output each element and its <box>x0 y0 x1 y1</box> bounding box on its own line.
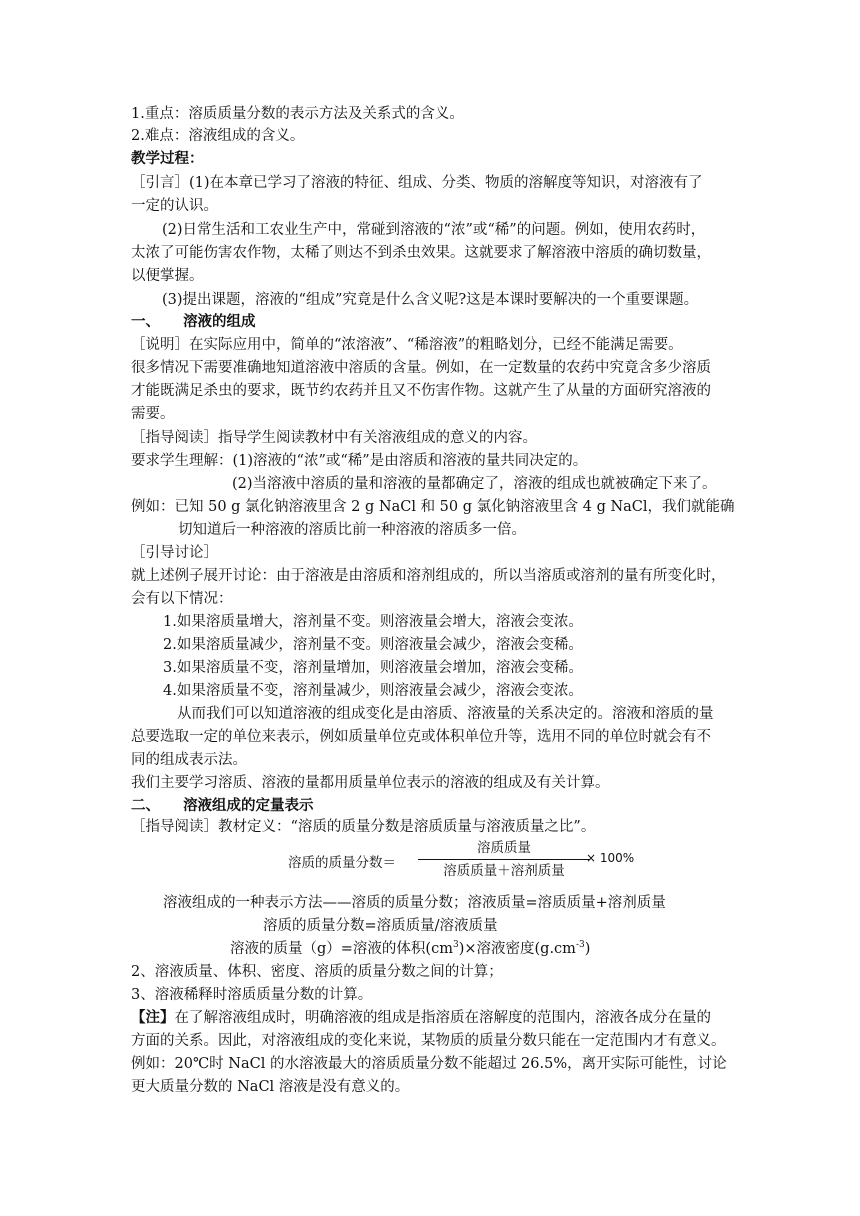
formula-rhs: × 100% <box>586 851 635 865</box>
section1-heading <box>131 311 256 333</box>
difficulty-line: 2.难点：溶液组成的含义。 <box>131 128 305 144</box>
section1-number: 一、 <box>131 313 160 330</box>
note-line-c: 例如：20℃时 NaCl 的水溶液最大的溶质质量分数不能超过 26.5%，离开实际可能性，讨论 <box>131 1056 727 1072</box>
note-line-d: 更大质量分数的 NaCl 溶液是没有意义的。 <box>131 1079 410 1095</box>
solution-mass-line <box>230 938 590 960</box>
conclude-line-b: 总要选取一定的单位来表示，例如质量单位克或体积单位升等，选用不同的单位时就会有不 <box>131 729 711 745</box>
mass-text-b: )×溶液密度(g.cm <box>458 941 576 957</box>
case-item: 2.如果溶质量减少，溶剂量不变。则溶液量会减少，溶液会变稀。 <box>163 637 583 653</box>
conclude-line-d: 我们主要学习溶质、溶液的量都用质量单位表示的溶液的组成及有关计算。 <box>131 775 610 791</box>
mass-text-c: ) <box>584 941 591 957</box>
note-text-a: 在了解溶液组成时，明确溶液的组成是指溶质在溶解度的范围内，溶液各成分在量的 <box>174 1010 711 1026</box>
require-line-2: (2)当溶液中溶质的量和溶液的量都确定了，溶液的组成也就被确定下来了。 <box>232 476 717 492</box>
section2-heading <box>131 795 314 817</box>
note-line-a <box>131 1007 711 1029</box>
explain-line-b: 很多情况下需要准确地知道溶液中溶质的含量。例如，在一定数量的农药中究竟含多少溶质 <box>131 360 711 376</box>
fraction-def-line: 溶质的质量分数=溶质质量/溶液质量 <box>263 918 498 934</box>
lead3-line: (3)提出课题，溶液的“组成”究竟是什么含义呢?这是本课时要解决的一个重要课题。 <box>162 292 699 308</box>
lead2-line-a: (2)日常生活和工农业生产中，常碰到溶液的“浓”或“稀”的问题。例如，使用农药时， <box>162 222 706 238</box>
discuss-line-b: 会有以下情况： <box>131 591 233 607</box>
mass-fraction-formula <box>288 838 635 882</box>
explain-line-c: 才能既满足杀虫的要求，既节约农药并且又不伤害作物。这就产生了从量的方面研究溶液的 <box>131 383 711 399</box>
note-label: 【注】 <box>131 1009 175 1026</box>
note-line-b: 方面的关系。因此，对溶液组成的变化来说，某物质的质量分数只能在一定范围内才有意义。 <box>131 1033 726 1049</box>
lead2-line-b: 太浓了可能伤害农作物，太稀了则达不到杀虫效果。这就要求了解溶液中溶质的确切数量， <box>131 245 711 261</box>
mass-sup-1: 3 <box>452 940 459 951</box>
example-line-a: 例如：已知 50 g 氯化钠溶液里含 2 g NaCl 和 50 g 氯化钠溶液里含 4 g NaCl，我们就能确 <box>131 499 735 515</box>
conclude-line-c: 同的组成表示法。 <box>131 752 247 768</box>
case-item: 4.如果溶质量不变，溶剂量减少，则溶液量会减少，溶液会变浓。 <box>163 683 583 699</box>
discuss-line-a: 就上述例子展开讨论：由于溶液是由溶质和溶剂组成的，所以当溶质或溶剂的量有所变化时， <box>131 568 726 584</box>
fraction-bar <box>418 859 590 860</box>
calc-line-3: 3、溶液稀释时溶质质量分数的计算。 <box>131 987 373 1003</box>
discuss-heading: ［引导讨论］ <box>131 545 218 561</box>
formula-lhs: 溶质的质量分数＝ <box>288 855 396 871</box>
focus-line: 1.重点：溶质质量分数的表示方法及关系式的含义。 <box>131 106 464 122</box>
guide-def-line: ［指导阅读］教材定义：“溶质的质量分数是溶质质量与溶液质量之比”。 <box>131 819 596 835</box>
formula-numerator: 溶质质量 <box>477 840 531 856</box>
guide-read-line: ［指导阅读］指导学生阅读教材中有关溶液组成的意义的内容。 <box>131 430 537 446</box>
lead1-line-a: ［引言］(1)在本章已学习了溶液的特征、组成、分类、物质的溶解度等知识，对溶液有了 <box>131 175 703 191</box>
section2-title: 溶液组成的定量表示 <box>183 797 314 814</box>
example-line-b: 切知道后一种溶液的溶质比前一种溶液的溶质多一倍。 <box>178 522 526 538</box>
formula-fraction <box>414 838 594 881</box>
explain-line-a: ［说明］在实际应用中，简单的“浓溶液”、“稀溶液”的粗略划分，已经不能满足需要。 <box>131 337 683 353</box>
case-item: 3.如果溶质量不变，溶剂量增加，则溶液量会增加，溶液会变稀。 <box>163 660 583 676</box>
lead1-line-b: 一定的认识。 <box>131 198 218 214</box>
explain-line-d: 需要。 <box>131 406 175 422</box>
conclude-line-a: 从而我们可以知道溶液的组成变化是由溶质、溶液量的关系决定的。溶液和溶质的量 <box>177 706 714 722</box>
require-line-1: 要求学生理解：(1)溶液的“浓”或“稀”是由溶质和溶液的量共同决定的。 <box>131 453 588 469</box>
calc-line-2: 2、溶液质量、体积、密度、溶质的质量分数之间的计算； <box>131 964 503 980</box>
lead2-line-c: 以便掌握。 <box>131 268 204 284</box>
method-line: 溶液组成的一种表示方法——溶质的质量分数；溶液质量=溶质质量+溶剂质量 <box>163 895 666 911</box>
section1-title: 溶液的组成 <box>183 313 256 330</box>
formula-denominator: 溶质质量＋溶剂质量 <box>443 863 565 879</box>
mass-sup-2: -3 <box>575 940 585 951</box>
process-heading: 教学过程： <box>131 150 204 167</box>
case-item: 1.如果溶质量增大，溶剂量不变。则溶液量会增大，溶液会变浓。 <box>163 614 583 630</box>
section2-number: 二、 <box>131 797 160 814</box>
mass-text-a: 溶液的质量（g）=溶液的体积(cm <box>230 941 453 957</box>
